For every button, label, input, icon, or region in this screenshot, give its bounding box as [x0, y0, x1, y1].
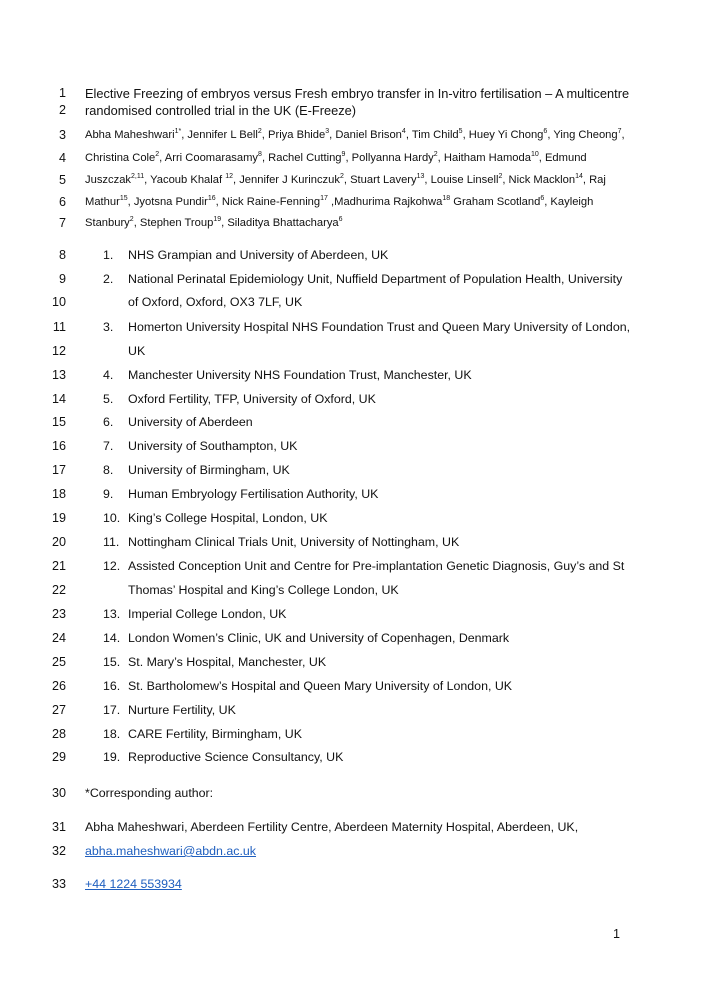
phone-link-line [85, 877, 182, 891]
affiliation-number: 9. [103, 487, 114, 501]
author-line [85, 152, 587, 164]
affiliation-superscript: 17 [320, 195, 328, 202]
author-name: , Nick Raine-Fenning [215, 196, 321, 208]
line-number: 23 [51, 607, 66, 621]
author-name: , Raj [582, 174, 606, 186]
line-number: 4 [58, 151, 66, 165]
author-name: Abha Maheshwari [85, 129, 175, 141]
affiliation-superscript: 2 [155, 151, 160, 158]
line-number: 30 [51, 786, 66, 800]
line-number: 9 [58, 272, 66, 286]
affiliation-number: 6. [103, 415, 114, 429]
author-name: , Jennifer L Bell [181, 129, 258, 141]
affiliation-number: 19. [103, 750, 121, 764]
line-number: 3 [58, 128, 66, 142]
author-name: , Yacoub Khalaf [144, 174, 226, 186]
line-number: 16 [51, 439, 66, 453]
author-line [85, 174, 606, 186]
author-name: , Jennifer J Kurinczuk [233, 174, 340, 186]
affiliation-superscript: 12 [225, 173, 233, 180]
affiliation-number: 12. [103, 559, 121, 573]
line-number: 2 [58, 103, 66, 117]
affiliation-superscript: 13 [416, 173, 425, 180]
author-name: , Priya Bhide [261, 129, 326, 141]
affiliation-superscript: 3 [325, 128, 330, 135]
affiliation-superscript: 9 [341, 151, 346, 158]
affiliation-text: University of Aberdeen [128, 415, 253, 429]
affiliation-superscript: 16 [207, 195, 216, 202]
affiliation-superscript: 7 [617, 128, 622, 135]
corresponding-author-label: *Corresponding author: [85, 786, 214, 800]
affiliation-text: London Women’s Clinic, UK and University of Copenhagen, Denmark [128, 631, 510, 645]
affiliation-text: Oxford Fertility, TFP, University of Oxford, UK [128, 392, 376, 406]
affiliation-number: 1. [103, 248, 114, 262]
line-number: 27 [51, 703, 66, 717]
affiliation-number: 2. [103, 272, 114, 286]
line-number: 31 [51, 820, 66, 834]
affiliation-number: 7. [103, 439, 114, 453]
line-number: 7 [58, 216, 66, 230]
affiliation-text: St. Bartholomew’s Hospital and Queen Mary University of London, UK [128, 679, 513, 693]
line-number: 33 [51, 877, 66, 891]
author-name: Graham Scotland [450, 196, 541, 208]
affiliation-superscript: 2 [433, 151, 438, 158]
affiliation-number: 18. [103, 727, 121, 741]
affiliation-number: 3. [103, 320, 114, 334]
author-name: , Kayleigh [544, 196, 594, 208]
affiliation-number: 15. [103, 655, 121, 669]
line-number: 21 [51, 559, 66, 573]
author-name: ,Madhurima Rajkohwa [327, 196, 443, 208]
line-number: 6 [58, 195, 66, 209]
affiliation-number: 10. [103, 511, 121, 525]
affiliation-superscript: 14 [575, 173, 583, 180]
affiliation-text: Nurture Fertility, UK [128, 703, 236, 717]
affiliation-superscript: 1* [174, 128, 182, 135]
phone-link[interactable]: +44 1224 553934 [85, 877, 182, 891]
affiliation-superscript: 6 [543, 128, 548, 135]
affiliation-text: Assisted Conception Unit and Centre for Pre-implantation Genetic Diagnosis, Guy’s and St [128, 559, 625, 573]
affiliation-superscript: 6 [540, 195, 545, 202]
affiliation-number: 17. [103, 703, 121, 717]
line-number: 17 [51, 463, 66, 477]
affiliation-superscript: 5 [458, 128, 463, 135]
affiliation-text: CARE Fertility, Birmingham, UK [128, 727, 302, 741]
title-line: Elective Freezing of embryos versus Fresh embryo transfer in In-vitro fertilisation – A multicentre [85, 86, 630, 101]
author-name: , Siladitya Bhattacharya [221, 217, 339, 229]
line-number: 28 [51, 727, 66, 741]
line-number: 29 [51, 750, 66, 764]
email-link-line [85, 844, 256, 858]
affiliation-text: King’s College Hospital, London, UK [128, 511, 328, 525]
author-name: , Pollyanna Hardy [345, 152, 434, 164]
affiliation-text: of Oxford, Oxford, OX3 7LF, UK [128, 295, 303, 309]
affiliation-text: NHS Grampian and University of Aberdeen, UK [128, 248, 389, 262]
affiliation-superscript: 15 [119, 195, 128, 202]
line-number: 1 [58, 86, 66, 100]
author-name: , Stephen Troup [133, 217, 214, 229]
author-name: , [621, 129, 625, 141]
author-name: Juszczak [85, 174, 132, 186]
author-name: Stanbury [85, 217, 130, 229]
affiliation-text: Human Embryology Fertilisation Authority, UK [128, 487, 379, 501]
author-name: , Louise Linsell [424, 174, 499, 186]
line-number: 20 [51, 535, 66, 549]
affiliation-number: 14. [103, 631, 121, 645]
line-number: 32 [51, 844, 66, 858]
line-number: 15 [51, 415, 66, 429]
affiliation-text: UK [128, 344, 146, 358]
affiliation-text: Homerton University Hospital NHS Foundation Trust and Queen Mary University of London, [128, 320, 631, 334]
corresponding-author-address: Abha Maheshwari, Aberdeen Fertility Centre, Aberdeen Maternity Hospital, Aberdeen, UK, [85, 820, 579, 834]
line-number: 22 [51, 583, 66, 597]
author-line [85, 196, 593, 208]
author-name: , Nick Macklon [502, 174, 576, 186]
affiliation-text: Imperial College London, UK [128, 607, 287, 621]
affiliation-number: 16. [103, 679, 121, 693]
corresponding-author-label-line [85, 786, 213, 800]
affiliation-text: Manchester University NHS Foundation Trust, Manchester, UK [128, 368, 472, 382]
affiliation-text: University of Birmingham, UK [128, 463, 290, 477]
affiliation-number: 5. [103, 392, 114, 406]
line-number: 19 [51, 511, 66, 525]
affiliation-superscript: 2 [257, 128, 262, 135]
author-name: Christina Cole [85, 152, 156, 164]
author-line [85, 129, 625, 141]
author-name: , Daniel Brison [329, 129, 402, 141]
affiliation-number: 11. [103, 535, 120, 549]
affiliation-superscript: 2 [129, 216, 134, 223]
line-number: 13 [51, 368, 66, 382]
author-line [85, 217, 343, 229]
affiliation-superscript: 4 [401, 128, 406, 135]
affiliation-text: St. Mary’s Hospital, Manchester, UK [128, 655, 327, 669]
affiliation-number: 13. [103, 607, 121, 621]
affiliation-superscript: 2 [498, 173, 503, 180]
author-name: , Arri Coomarasamy [159, 152, 259, 164]
affiliation-superscript: 18 [442, 195, 451, 202]
author-name: , Haitham Hamoda [437, 152, 531, 164]
author-name: , Rachel Cutting [261, 152, 342, 164]
author-name: Mathur [85, 196, 120, 208]
affiliation-superscript: 8 [258, 151, 262, 158]
line-number: 14 [51, 392, 66, 406]
affiliation-text: National Perinatal Epidemiology Unit, Nuffield Department of Population Health, University [128, 272, 623, 286]
affiliation-number: 4. [103, 368, 114, 382]
author-name: , Huey Yi Chong [462, 129, 544, 141]
affiliation-number: 8. [103, 463, 114, 477]
line-number: 5 [58, 173, 66, 187]
affiliation-superscript: 2 [339, 173, 344, 180]
affiliation-text: Thomas’ Hospital and King’s College London, UK [128, 583, 399, 597]
affiliation-superscript: 6 [338, 216, 343, 223]
title-line: randomised controlled trial in the UK (E-Freeze) [85, 103, 356, 118]
author-name: , Edmund [538, 152, 587, 164]
line-number: 11 [52, 320, 66, 334]
page-number: 1 [613, 927, 621, 941]
line-number: 10 [51, 295, 66, 309]
line-number: 25 [51, 655, 66, 669]
affiliation-superscript: 19 [213, 216, 222, 223]
affiliation-text: University of Southampton, UK [128, 439, 298, 453]
line-number: 12 [51, 344, 66, 358]
line-number: 18 [51, 487, 66, 501]
author-name: , Ying Cheong [547, 129, 618, 141]
affiliation-superscript: 2,11 [131, 173, 145, 180]
line-number: 8 [58, 248, 66, 262]
email-link[interactable]: abha.maheshwari@abdn.ac.uk [85, 844, 257, 858]
corresponding-author-address-line [85, 820, 578, 834]
author-name: , Stuart Lavery [343, 174, 417, 186]
line-number: 24 [51, 631, 66, 645]
line-number: 26 [51, 679, 66, 693]
affiliation-text: Reproductive Science Consultancy, UK [128, 750, 344, 764]
author-name: , Jyotsna Pundir [127, 196, 208, 208]
affiliation-text: Nottingham Clinical Trials Unit, University of Nottingham, UK [128, 535, 460, 549]
author-name: , Tim Child [405, 129, 459, 141]
affiliation-superscript: 10 [530, 151, 539, 158]
